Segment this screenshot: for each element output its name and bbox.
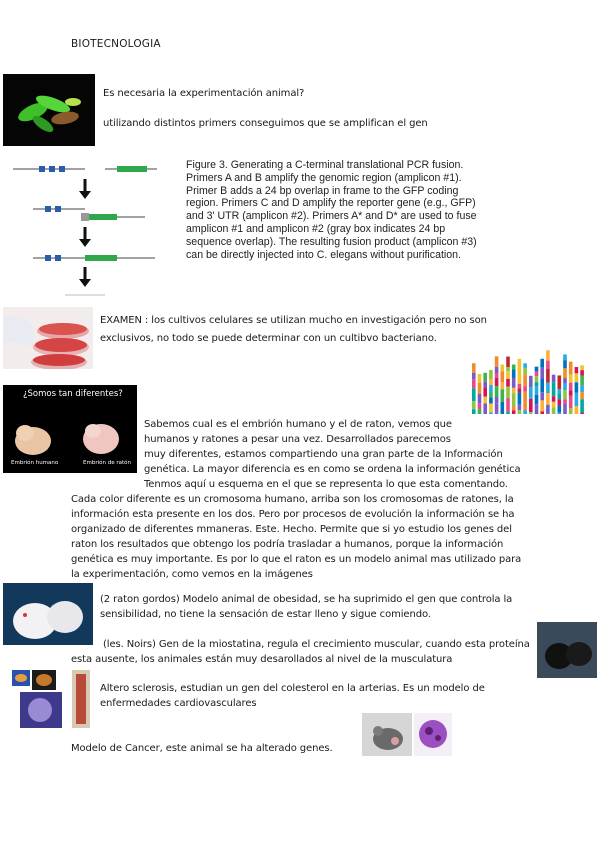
chromosome-segment (495, 373, 499, 378)
chromosome-segment (569, 362, 573, 375)
chromosome-segment (535, 413, 539, 414)
chromosome-segment (540, 359, 544, 368)
embryo-image-title: ¿Somos tan diferentes? (23, 389, 123, 399)
exam-line: exclusivos, no todo se puede determinar con un cultibvo bacteriano. (100, 333, 437, 344)
chromosome-segment (535, 386, 539, 394)
chromosome-segment (558, 413, 562, 414)
chromosome-segment (483, 387, 487, 397)
chromosome-segment (575, 367, 579, 373)
chromosome-segment (569, 391, 573, 396)
caption-line: region. Primers C and D amplify the reporter gene (e.g., GFP) (186, 197, 476, 210)
chromosome-segment (523, 374, 527, 386)
chromosome-segment (529, 387, 533, 398)
chromosome-segment (546, 369, 550, 383)
chromosome-segment (506, 367, 510, 371)
chromosome-segment (552, 402, 556, 408)
chromosome-segment (472, 388, 476, 401)
chromosome-segment (535, 404, 539, 413)
chromosome-segment (506, 412, 510, 414)
chromosome-segment (546, 350, 550, 360)
chromosome-segment (540, 411, 544, 414)
chromosome-segment (580, 365, 584, 370)
chromosome-segment (540, 379, 544, 393)
chromosome-segment (558, 393, 562, 399)
figure-caption (186, 159, 526, 261)
chromosome-segment (580, 392, 584, 399)
chromosome-segment (580, 385, 584, 392)
chromosome-segment (552, 407, 556, 414)
cancer-text: Modelo de Cancer, este animal se ha alterado genes. (71, 743, 333, 754)
chromosome-segment (558, 406, 562, 413)
chromosome-segment (495, 378, 499, 386)
chromosome-segment (512, 365, 516, 370)
chromosome-segment (558, 399, 562, 405)
chromosome-segment (512, 369, 516, 378)
chromosome-segment (529, 412, 533, 414)
myostatin-line: (les. Noirs) Gen de la miostatina, regula el crecimiento muscular, cuando esta proteína (103, 639, 530, 650)
intro-primers: utilizando distintos primers conseguimos que se amplifican el gen (103, 118, 428, 129)
chromosome-segment (552, 375, 556, 383)
chromosome-segment (523, 386, 527, 392)
chromosome-segment (563, 390, 567, 399)
chromosome-segment (563, 404, 567, 414)
chromosome-segment (512, 378, 516, 388)
embryo-label-mouse: Embrión de ratón (83, 460, 131, 466)
comparison-line: Tenmos aquí u esquema en el que se representa lo que esta comentando. (144, 479, 508, 490)
comparison-line: información esta presente en los dos. Pero por procesos de evolución la información se ha (71, 509, 515, 520)
myostatin-line: esta ausente, los animales están muy desarollados al nivel de la musculatura (71, 654, 453, 665)
chromosome-segment (569, 396, 573, 409)
chromosome-segment (569, 383, 573, 391)
chromosome-segment (489, 397, 493, 403)
intro-question: Es necesaria la experimentación animal? (103, 88, 305, 99)
chromosome-segment (575, 393, 579, 406)
chromosome-segment (506, 371, 510, 379)
caption-line: amplicon #1 and amplicon #2 (gray box indicates 24 bp (186, 222, 446, 235)
atherosclerosis-line: Altero sclerosis, estudian un gen del colesterol en la arterias. Es un modelo de (100, 683, 485, 694)
chromosome-segment (552, 396, 556, 402)
caption-line: Figure 3. Generating a C-terminal translational PCR fusion. (186, 159, 464, 171)
chromosome-segment (552, 382, 556, 396)
chromosome-segment (478, 409, 482, 414)
caption-line: Primer B adds a 24 bp overlap in frame to the GFP coding (186, 184, 459, 197)
chromosome-segment (546, 383, 550, 394)
chromosome-segment (540, 400, 544, 411)
chromosome-segment (472, 373, 476, 379)
chromosome-segment (523, 363, 527, 368)
obesity-text (100, 592, 512, 622)
chromosome-segment (529, 399, 533, 412)
chromosome-segment (563, 368, 567, 378)
chromosome-segment (478, 394, 482, 404)
chromosome-segment (518, 372, 522, 384)
exam-text (100, 313, 487, 346)
caption-line: Primers A and B amplify the genomic region (amplicon #1). (186, 171, 462, 184)
cancer-mouse-photo (362, 713, 412, 756)
chromosome-segment (575, 382, 579, 392)
chromosome-segment (478, 383, 482, 394)
atherosclerosis-text (100, 681, 485, 711)
chromosome-segment (523, 402, 527, 410)
chromosome-segment (472, 379, 476, 388)
chromosome-segment (540, 368, 544, 379)
chromosome-segment (535, 367, 539, 372)
chromosome-segment (529, 376, 533, 388)
obesity-line: (2 raton gordos) Modelo animal de obesidad, se ha suprimido el gen que controla la (100, 594, 513, 605)
comparison-line: genética es muy importante. Es por lo que el raton es un modelo animal mas utilizado para (71, 554, 522, 565)
worms-photo (3, 74, 95, 146)
embryo-comparison-image (3, 385, 137, 473)
myostatin-mice-photo (537, 622, 597, 678)
chromosome-segment (523, 410, 527, 414)
chromosome-segment (495, 356, 499, 367)
caption-line: and 3' UTR (amplicon #2). Primers A* and D* are used to fuse (186, 210, 477, 223)
chromosome-segment (575, 373, 579, 382)
chromosome-segment (569, 375, 573, 383)
chromosome-segment (495, 367, 499, 373)
obesity-line: sensibilidad, no tiene la sensación de estar lleno y sigue comiendo. (100, 609, 431, 620)
caption-line: can be directly injected into C. elegans without purification. (186, 248, 462, 261)
chromosome-segment (540, 392, 544, 400)
chromosome-segment (523, 368, 527, 374)
comparison-line: muy diferentes, estamos compartiendo una gran parte de la Información (144, 449, 503, 460)
chromosome-segment (512, 410, 516, 414)
chromosome-segment (546, 393, 550, 405)
chromosome-segment (563, 360, 567, 368)
chromosome-segment (483, 397, 487, 404)
embryo-label-human: Embrión humano (11, 460, 59, 466)
chromosome-segment (512, 388, 516, 393)
chromosome-segment (512, 406, 516, 410)
chromosome-segment (563, 384, 567, 391)
chromosome-segment (495, 397, 499, 404)
comparison-line: Cada color diferente es un cromosoma humano, arriba son los cromosomas de ratones, la (71, 494, 514, 505)
chromosome-segment (489, 370, 493, 379)
chromosome-segment (501, 365, 505, 372)
comparison-line: la experimentación, como vemos en la imágenes (71, 569, 313, 580)
chromosome-segment (563, 354, 567, 360)
chromosome-segment (495, 386, 499, 396)
chromosome-segment (506, 387, 510, 398)
chromosome-segment (506, 357, 510, 367)
caption-line: sequence overlap). The resulting fusion product (amplicon #3) (186, 235, 477, 248)
chromosome-segment (501, 371, 505, 382)
chromosome-segment (483, 381, 487, 387)
comparison-line: humanos y ratones a pesar una vez. Desarrollados parecemos (144, 434, 451, 445)
chromosome-segment (546, 405, 550, 414)
chromosome-segment (489, 392, 493, 397)
chromosome-segment (518, 405, 522, 410)
chromosome-segment (489, 385, 493, 393)
chromosome-segment (558, 389, 562, 393)
chromosome-segment (512, 393, 516, 406)
chromosome-segment (523, 392, 527, 402)
atherosclerosis-images (12, 670, 92, 728)
comparison-line: genética. La mayor diferencia es en como se ordena la información genética (144, 464, 521, 475)
chromosome-segment (501, 389, 505, 402)
cancer-tissue-photo (414, 713, 452, 756)
comparison-line: raton los resultados que obtengo los podría trasladar a humanos, porque la información (71, 539, 504, 550)
chromosome-segment (518, 392, 522, 404)
cell-culture-photo (3, 307, 93, 369)
chromosome-segment (495, 413, 499, 414)
chromosome-segment (495, 404, 499, 413)
chromosome-segment (518, 384, 522, 388)
chromosome-segment (563, 378, 567, 384)
exam-line: EXAMEN : los cultivos celulares se utilizan mucho en investigación pero no son (100, 315, 487, 326)
chromosome-segment (569, 408, 573, 414)
chromosome-segment (535, 395, 539, 404)
chromosome-segment (472, 401, 476, 409)
pcr-fusion-diagram (5, 155, 163, 300)
chromosome-segment (580, 413, 584, 414)
chromosome-segment (489, 412, 493, 414)
chromosome-segment (478, 403, 482, 409)
comparison-line: Sabemos cual es el embrión humano y el de raton, vemos que (144, 419, 452, 430)
page-title: BIOTECNOLOGIA (71, 38, 161, 50)
atherosclerosis-line: enfermedades cardiovasculares (100, 698, 257, 709)
chromosome-segment (489, 379, 493, 385)
chromosome-segment (535, 382, 539, 386)
chromosome-segment (501, 402, 505, 414)
chromosome-segment (518, 359, 522, 372)
chromosome-segment (518, 388, 522, 392)
chromosome-segment (535, 376, 539, 382)
obese-mice-photo (3, 583, 93, 645)
chromosome-segment (546, 361, 550, 369)
chromosome-segment (501, 383, 505, 390)
chromosome-segment (506, 398, 510, 412)
chromosome-segment (483, 404, 487, 414)
chromosome-segment (580, 370, 584, 375)
chromosome-segment (535, 371, 539, 376)
chromosome-comparison-diagram (470, 348, 588, 422)
chromosome-segment (472, 363, 476, 373)
chromosome-segment (563, 399, 567, 403)
chromosome-segment (558, 375, 562, 389)
chromosome-segment (483, 373, 487, 381)
chromosome-segment (580, 399, 584, 412)
chromosome-segment (489, 404, 493, 413)
chromosome-segment (472, 409, 476, 414)
comparison-line: organizado de diferentes mmaneras. Este. Hecho. Permite que si yo estudio los genes del (71, 524, 512, 535)
chromosome-segment (580, 375, 584, 385)
chromosome-segment (478, 374, 482, 383)
chromosome-segment (518, 410, 522, 414)
chromosome-segment (506, 379, 510, 387)
chromosome-segment (575, 406, 579, 414)
